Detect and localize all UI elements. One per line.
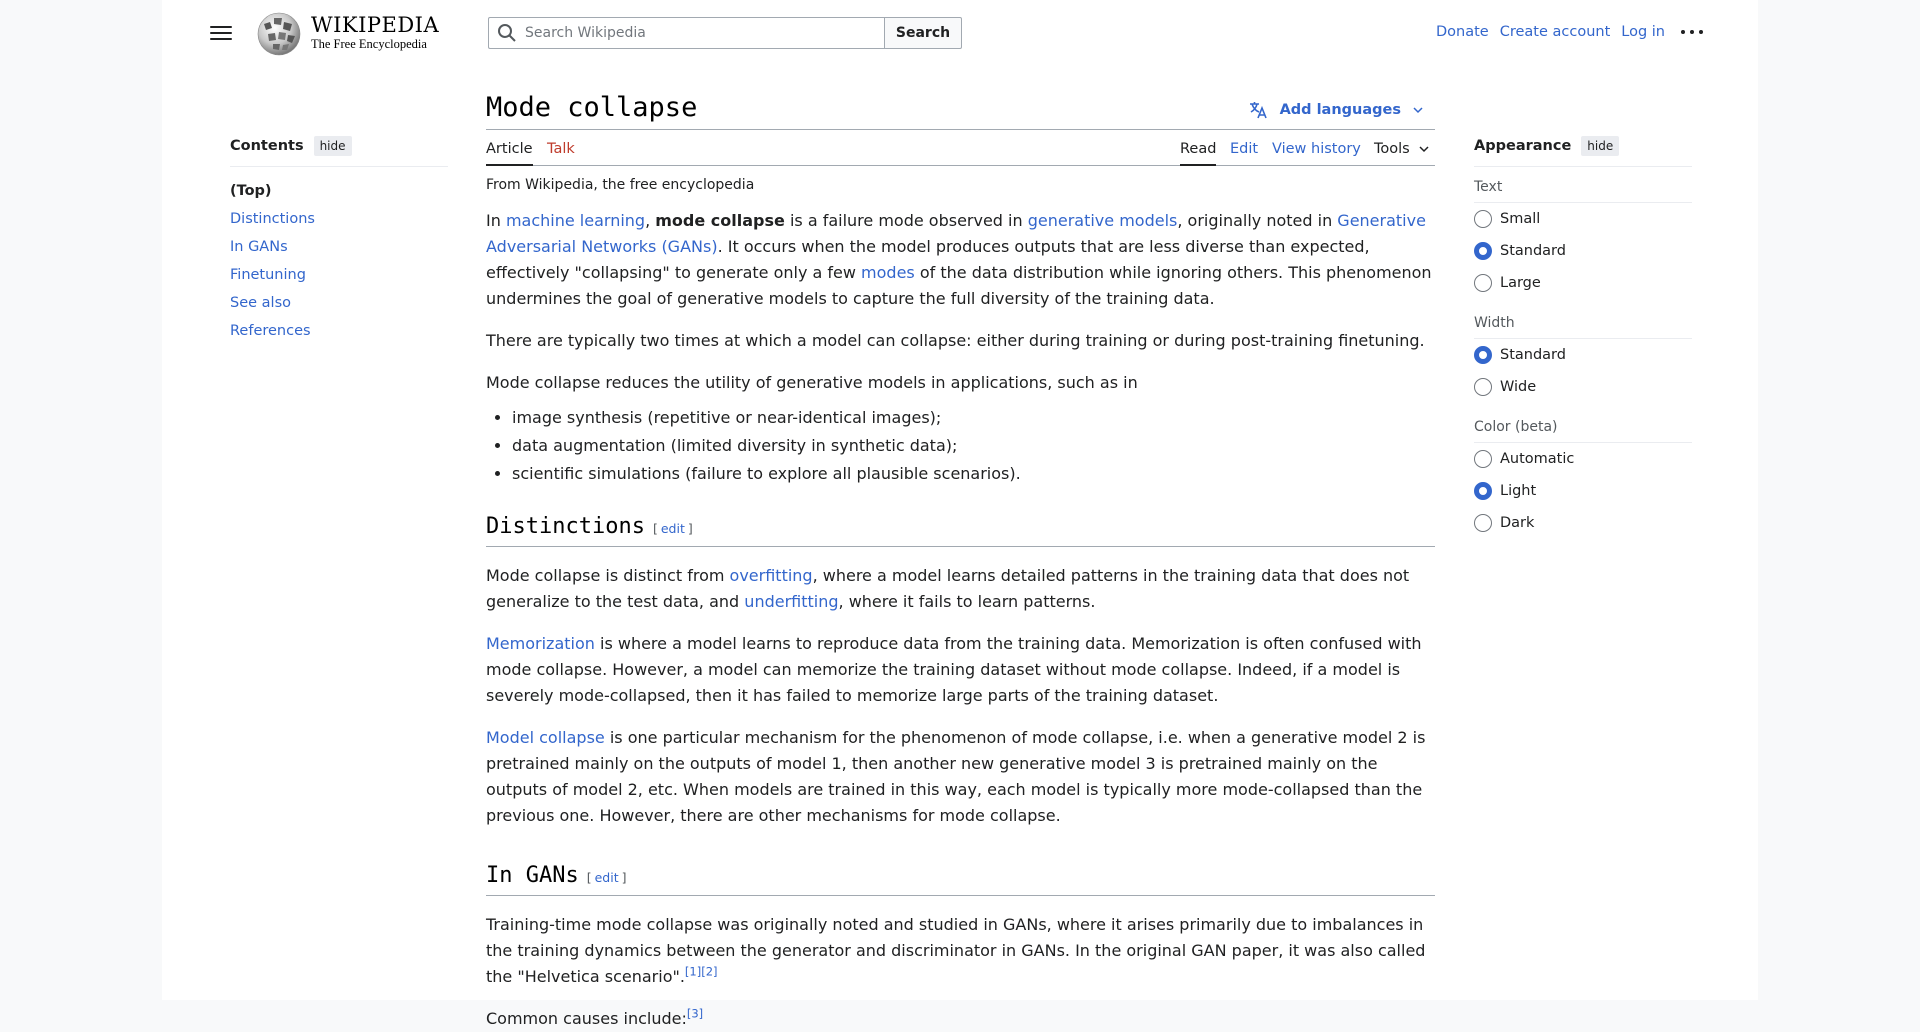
wordmark bbox=[311, 14, 439, 52]
donate-link[interactable]: Donate bbox=[1435, 24, 1489, 40]
text: Training-time mode collapse was originally noted and studied in GANs, where it arises primarily due to imbalances in the training dynamics between the generator and discriminator in GANs. In the original GAN paper, it was also called the "Helvetica scenario". bbox=[486, 915, 1426, 986]
radio-label: Standard bbox=[1500, 347, 1566, 363]
tab-article[interactable]: Article bbox=[486, 141, 533, 166]
search-icon bbox=[497, 23, 517, 43]
page-tabs bbox=[486, 130, 1435, 166]
radio-width-wide[interactable] bbox=[1474, 371, 1692, 403]
tools-menu[interactable] bbox=[1374, 141, 1429, 164]
heading-in-gans bbox=[486, 863, 1435, 896]
article-body bbox=[486, 208, 1435, 1032]
link-model-collapse[interactable]: Model collapse bbox=[486, 728, 605, 747]
radio-button[interactable] bbox=[1474, 274, 1492, 292]
tools-label: Tools bbox=[1374, 141, 1410, 157]
text: , bbox=[645, 211, 656, 230]
brand-tagline: The Free Encyclopedia bbox=[311, 37, 427, 51]
table-of-contents bbox=[230, 136, 448, 345]
width-group bbox=[1474, 315, 1692, 403]
text: of the data distribution while ignoring others. This phenomenon undermines the goal of generative models to capture the full diversity of the training data. bbox=[486, 263, 1432, 308]
toc-title: Contents bbox=[230, 138, 304, 154]
radio-label: Dark bbox=[1500, 515, 1535, 531]
toc-item-references[interactable] bbox=[230, 317, 448, 345]
bracket: ] bbox=[621, 870, 627, 885]
site-header bbox=[162, 0, 1758, 66]
group-title: Width bbox=[1474, 315, 1692, 339]
tab-talk[interactable]: Talk bbox=[547, 141, 575, 157]
toc-item-in-gans[interactable] bbox=[230, 233, 448, 261]
translate-icon bbox=[1248, 100, 1268, 120]
radio-color-automatic[interactable] bbox=[1474, 443, 1692, 475]
toc-link-references[interactable]: References bbox=[230, 323, 311, 339]
radio-button[interactable] bbox=[1474, 450, 1492, 468]
radio-button[interactable] bbox=[1474, 482, 1492, 500]
search-box bbox=[488, 17, 885, 49]
bracket: [ bbox=[586, 870, 592, 885]
title-row bbox=[486, 90, 1435, 130]
toc-link-finetuning[interactable]: Finetuning bbox=[230, 267, 306, 283]
add-languages-button[interactable] bbox=[1248, 100, 1435, 120]
text: . It occurs when the model produces outputs that are less diverse than expected, effectively "collapsing" to generate only a few bbox=[486, 237, 1370, 282]
text: is one particular mechanism for the phenomenon of mode collapse, i.e. when a generative model 2 is pretrained mainly on the outputs of model 1, then another new generative model 3 is pretrained mainly on the outputs of model 2, etc. When models are trained in this way, each model is typically more mode-collapsed than the previous one. However, there are other mechanisms for mode collapse. bbox=[486, 728, 1426, 825]
tab-read[interactable]: Read bbox=[1180, 141, 1216, 166]
bracket: ] bbox=[687, 521, 693, 536]
applications-list bbox=[486, 404, 1435, 488]
text: In bbox=[486, 211, 506, 230]
chevron-down-icon bbox=[1419, 145, 1429, 153]
list-item: • data augmentation (limited diversity in synthetic data); bbox=[512, 432, 1435, 460]
intro-paragraph-2: There are typically two times at which a model can collapse: either during training or during post-training finetuning. bbox=[486, 331, 1425, 350]
radio-label: Light bbox=[1500, 483, 1537, 499]
radio-button[interactable] bbox=[1474, 378, 1492, 396]
user-links bbox=[1425, 22, 1703, 42]
page bbox=[162, 0, 1758, 1028]
toc-item-distinctions[interactable] bbox=[230, 205, 448, 233]
bracket: [ bbox=[652, 521, 658, 536]
edit-section-distinctions bbox=[653, 521, 693, 536]
link-memorization[interactable]: Memorization bbox=[486, 634, 595, 653]
text: is where a model learns to reproduce data from the training data. Memorization is often confused with mode collapse. However, a model can memorize the training dataset without mode collapse. Indeed, if a model is severely mode-collapsed, then it has failed to memorize large parts of the training dataset. bbox=[486, 634, 1422, 705]
appearance-hide-button[interactable]: hide bbox=[1581, 136, 1619, 156]
link-modes[interactable]: modes bbox=[861, 263, 915, 282]
appearance-panel bbox=[1474, 136, 1692, 539]
radio-label: Wide bbox=[1500, 379, 1537, 395]
toc-link-distinctions[interactable]: Distinctions bbox=[230, 211, 315, 227]
link-overfitting[interactable]: overfitting bbox=[729, 566, 813, 585]
text-size-group bbox=[1474, 179, 1692, 299]
toc-item-top[interactable]: (Top) bbox=[230, 183, 272, 199]
text: is a failure mode observed in bbox=[784, 211, 1028, 230]
gans-paragraph-2 bbox=[486, 1006, 1435, 1032]
appearance-header bbox=[1474, 136, 1692, 167]
radio-button[interactable] bbox=[1474, 210, 1492, 228]
heading-text: Distinctions bbox=[486, 514, 645, 539]
text: Mode collapse is distinct from bbox=[486, 566, 730, 585]
chevron-down-icon bbox=[1413, 106, 1423, 114]
text: Common causes include: bbox=[486, 1009, 687, 1028]
main-menu-icon[interactable] bbox=[210, 22, 232, 44]
distinctions-paragraph-3 bbox=[486, 725, 1435, 829]
page-title: Mode collapse bbox=[486, 92, 698, 123]
reference-2[interactable]: [2] bbox=[701, 964, 718, 979]
login-link[interactable]: Log in bbox=[1621, 24, 1665, 40]
bold-term: mode collapse bbox=[655, 211, 785, 230]
toc-item-finetuning[interactable] bbox=[230, 261, 448, 289]
radio-label: Large bbox=[1500, 275, 1541, 291]
text: , originally noted in bbox=[1177, 211, 1338, 230]
heading-distinctions bbox=[486, 514, 1435, 547]
edit-link[interactable]: edit bbox=[594, 870, 619, 885]
article bbox=[486, 90, 1435, 1032]
link-machine-learning[interactable]: machine learning bbox=[505, 211, 646, 230]
edit-section-in-gans bbox=[587, 870, 627, 885]
wikipedia-logo[interactable] bbox=[254, 10, 439, 56]
radio-text-large[interactable] bbox=[1474, 267, 1692, 299]
text: , where it fails to learn patterns. bbox=[838, 592, 1096, 611]
intro-paragraph-1 bbox=[486, 208, 1435, 312]
radio-width-standard[interactable] bbox=[1474, 339, 1692, 371]
list-item: • image synthesis (repetitive or near-identical images); bbox=[512, 404, 1435, 432]
intro-paragraph-3: Mode collapse reduces the utility of generative models in applications, such as in bbox=[486, 373, 1138, 392]
edit-link[interactable]: edit bbox=[660, 521, 685, 536]
reference-1[interactable]: [1] bbox=[684, 964, 702, 979]
radio-button[interactable] bbox=[1474, 346, 1492, 364]
group-title: Text bbox=[1474, 179, 1692, 203]
brand-title: WIKIPEDIA bbox=[311, 13, 440, 37]
radio-button[interactable] bbox=[1474, 514, 1492, 532]
reference-3[interactable]: [3] bbox=[686, 1006, 704, 1021]
radio-button[interactable] bbox=[1474, 242, 1492, 260]
toc-header bbox=[230, 136, 448, 167]
appearance-title: Appearance bbox=[1474, 138, 1572, 154]
toc-link-see-also[interactable]: See also bbox=[230, 295, 291, 311]
link-underfitting[interactable]: underfitting bbox=[744, 592, 839, 611]
tab-edit[interactable]: Edit bbox=[1230, 141, 1259, 157]
tab-view-history[interactable]: View history bbox=[1272, 141, 1361, 157]
radio-label: Standard bbox=[1500, 243, 1566, 259]
wikipedia-globe-icon bbox=[254, 10, 304, 56]
text: , where a model learns detailed patterns in the training data that does not generalize to the test data, and bbox=[486, 566, 1410, 611]
radio-text-small[interactable] bbox=[1474, 203, 1692, 235]
radio-label: Automatic bbox=[1500, 451, 1575, 467]
toc-list bbox=[230, 177, 448, 345]
list-item: • scientific simulations (failure to explore all plausible scenarios). bbox=[512, 460, 1435, 488]
search-input[interactable] bbox=[525, 25, 875, 41]
gans-paragraph-1 bbox=[486, 912, 1435, 990]
radio-color-light[interactable] bbox=[1474, 475, 1692, 507]
radio-color-dark[interactable] bbox=[1474, 507, 1692, 539]
toc-hide-button[interactable]: hide bbox=[314, 136, 352, 156]
radio-text-standard[interactable] bbox=[1474, 235, 1692, 267]
radio-label: Small bbox=[1500, 211, 1541, 227]
toc-item-see-also[interactable] bbox=[230, 289, 448, 317]
distinctions-paragraph-1 bbox=[486, 563, 1435, 615]
distinctions-paragraph-2 bbox=[486, 631, 1435, 709]
link-generative-models[interactable]: generative models bbox=[1027, 211, 1178, 230]
create-account-link[interactable]: Create account bbox=[1499, 24, 1611, 40]
group-title: Color (beta) bbox=[1474, 419, 1692, 443]
toc-link-in-gans[interactable]: In GANs bbox=[230, 239, 288, 255]
add-languages-label: Add languages bbox=[1279, 102, 1401, 118]
search-button[interactable]: Search bbox=[884, 17, 962, 49]
site-tagline: From Wikipedia, the free encyclopedia bbox=[486, 177, 755, 193]
more-options-icon[interactable] bbox=[1681, 22, 1703, 42]
link-gans[interactable]: Generative Adversarial Networks (GANs) bbox=[486, 211, 1426, 256]
color-group bbox=[1474, 419, 1692, 539]
heading-text: In GANs bbox=[486, 863, 579, 888]
